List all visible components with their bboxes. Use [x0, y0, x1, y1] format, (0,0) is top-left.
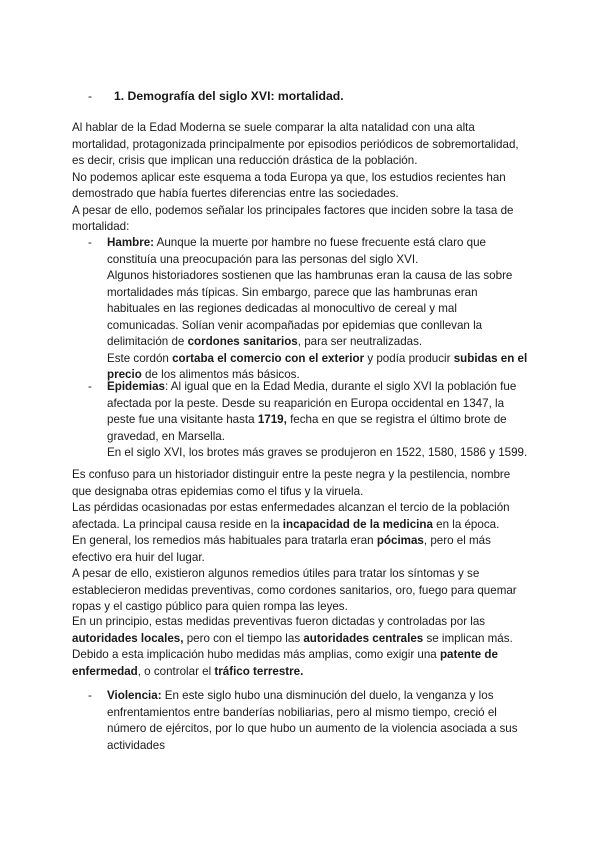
section-heading [88, 88, 344, 105]
peste-paragraph: A pesar de ello, existieron algunos remedios útiles para tratar los síntomas y se establecieron medidas preventivas, como cordones sanitarios, oro, fuego para quemar ropas y el castigo público para quien rompa las leyes. [72, 567, 517, 613]
peste-block [72, 467, 524, 616]
bullet-epidemias [88, 379, 528, 462]
peste-paragraph: Es confuso para un historiador distinguir entre la peste negra y la pestilencia, nombre que designaba otras epidemias como el tifus y la viruela. [72, 468, 511, 498]
epidemias-label: Epidemias [107, 380, 165, 393]
hambre-paragraph: Este cordón cortaba el comercio con el exterior y podía producir subidas en el precio de los alimentos más básicos. [107, 351, 528, 381]
intro-paragraph: No podemos aplicar este esquema a toda Europa ya que, los estudios recientes han demostrado que había fuertes diferencias entre las sociedades. [72, 170, 506, 200]
hambre-paragraph: Hambre: Aunque la muerte por hambre no fuese frecuente está claro que constituía una preocupación para las personas del siglo XVI. [107, 236, 486, 266]
medidas-paragraph: En un principio, estas medidas preventivas fueron dictadas y controladas por las autoridades locales, pero con el tiempo las autoridades centrales se implican más. [72, 615, 513, 645]
heading-title: 1. Demografía del siglo XVI: mortalidad. [114, 89, 344, 103]
hambre-paragraph: Algunos historiadores sostienen que las hambrunas eran la causa de las sobre mortalidades más típicas. Sin embargo, parece que las hambrunas eran habituales en las regiones dedicadas al monocultivo de cereal y mal comunicadas. Solían venir acompañadas por epidemias que conllevan la delimitación de cordones sanitarios, para ser neutralizadas. [107, 269, 513, 348]
peste-paragraph: En general, los remedios más habituales para tratarla eran pócimas, pero el más efectivo era huir del lugar. [72, 534, 491, 564]
bullet-marker: - [88, 236, 92, 249]
epidemias-paragraph: Epidemias: Al igual que en la Edad Media, durante el siglo XVI la población fue afectada por la peste. Desde su reaparición en Europa occidental en 1347, la peste fue una visitante hasta 1719, fecha en que se registra el último brote de gravedad, en Marsella. [107, 380, 517, 443]
intro-block [72, 120, 524, 236]
bullet-marker: - [88, 689, 92, 702]
epidemias-paragraph: En el siglo XVI, los brotes más graves se produjeron en 1522, 1580, 1586 y 1599. [107, 446, 528, 459]
violencia-label: Violencia: [107, 689, 162, 702]
intro-paragraph: Al hablar de la Edad Moderna se suele comparar la alta natalidad con una alta mortalidad, protagonizada principalmente por episodios periódicos de sobremortalidad, es decir, crisis que implican una reducción drástica de la población. [72, 121, 519, 167]
hambre-label: Hambre: [107, 236, 155, 249]
bullet-hambre [88, 235, 528, 384]
bullet-marker: - [88, 380, 92, 393]
heading-marker: - [88, 89, 93, 103]
peste-paragraph: Las pérdidas ocasionadas por estas enfermedades alcanzan el tercio de la población afectada. La principal causa reside en la incapacidad de la medicina en la época. [72, 501, 510, 531]
intro-paragraph: A pesar de ello, podemos señalar los principales factores que inciden sobre la tasa de mortalidad: [72, 203, 514, 233]
violencia-paragraph: Violencia: En este siglo hubo una disminución del duelo, la venganza y los enfrentamientos entre banderías nobiliarias, pero al mismo tiempo, creció el número de ejércitos, por lo que hubo un aumento de la violencia asociada a sus actividades [107, 689, 518, 752]
medidas-block [72, 614, 524, 680]
bullet-violencia [88, 688, 528, 754]
medidas-paragraph: Debido a esta implicación hubo medidas más amplias, como exigir una patente de enfermedad, o controlar el tráfico terrestre. [72, 648, 498, 678]
